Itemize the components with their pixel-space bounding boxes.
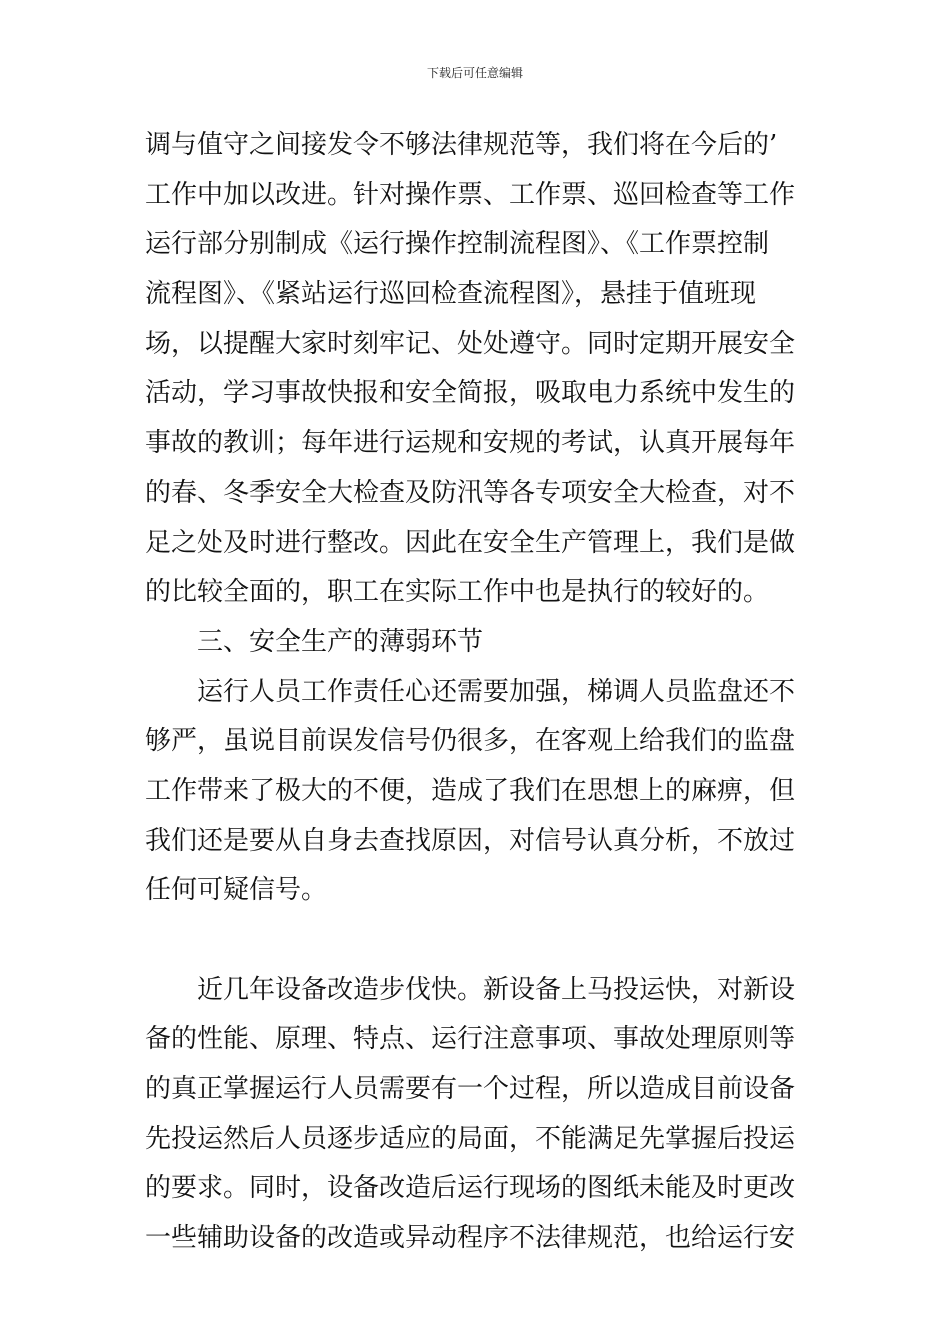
text-line: 任何可疑信号。: [145, 875, 328, 906]
paragraph-first-line: 三、安全生产的薄弱环节: [197, 626, 484, 657]
text-line: 的真正掌握运行人员需要有一个过程，所以造成目前设备: [145, 1074, 796, 1105]
text-line: 的比较全面的，职工在实际工作中也是执行的较好的。: [145, 577, 770, 608]
document-body: [145, 121, 809, 1264]
text-line: 场，以提醒大家时刻牢记、处处遵守。同时定期开展安全: [145, 328, 796, 359]
text-line: 备的性能、原理、特点、运行注意事项、事故处理原则等: [145, 1024, 796, 1055]
text-line: 我们还是要从自身去查找原因，对信号认真分析，不放过: [145, 825, 796, 856]
paragraph-first-line: 运行人员工作责任心还需要加强，梯调人员监盘还不: [197, 676, 796, 707]
text-line: 流程图》、《紧站运行巡回检查流程图》，悬挂于值班现: [145, 279, 757, 310]
text-line: 调与值守之间接发令不够法律规范等，我们将在今后的’: [145, 130, 778, 160]
text-line: 工作带来了极大的不便，造成了我们在思想上的麻痹，但: [145, 775, 796, 806]
text-line: 够严，虽说目前误发信号仍很多，在客观上给我们的监盘: [145, 726, 796, 757]
text-line: 运行部分别制成《运行操作控制流程图》、《工作票控制: [145, 229, 770, 260]
text-line: 先投运然后人员逐步适应的局面，不能满足先掌握后投运: [145, 1123, 796, 1154]
text-line: 足之处及时进行整改。因此在安全生产管理上，我们是做: [145, 527, 796, 558]
text-line: 工作中加以改进。针对操作票、工作票、巡回检查等工作: [145, 179, 796, 210]
text-line: 的春、冬季安全大检查及防汛等各专项安全大检查，对不: [145, 477, 796, 508]
text-line: 事故的教训；每年进行运规和安规的考试，认真开展每年: [145, 428, 796, 459]
page-header: 下载后可任意编辑: [426, 66, 523, 80]
text-line: 的要求。同时，设备改造后运行现场的图纸未能及时更改: [145, 1173, 796, 1204]
paragraph-gap: [145, 916, 809, 966]
text-line: 一些辅助设备的改造或异动程序不法律规范，也给运行安: [145, 1223, 796, 1254]
paragraph-first-line: 近几年设备改造步伐快。新设备上马投运快，对新设: [197, 974, 796, 1005]
text-line: 活动，学习事故快报和安全简报，吸取电力系统中发生的: [145, 378, 796, 409]
